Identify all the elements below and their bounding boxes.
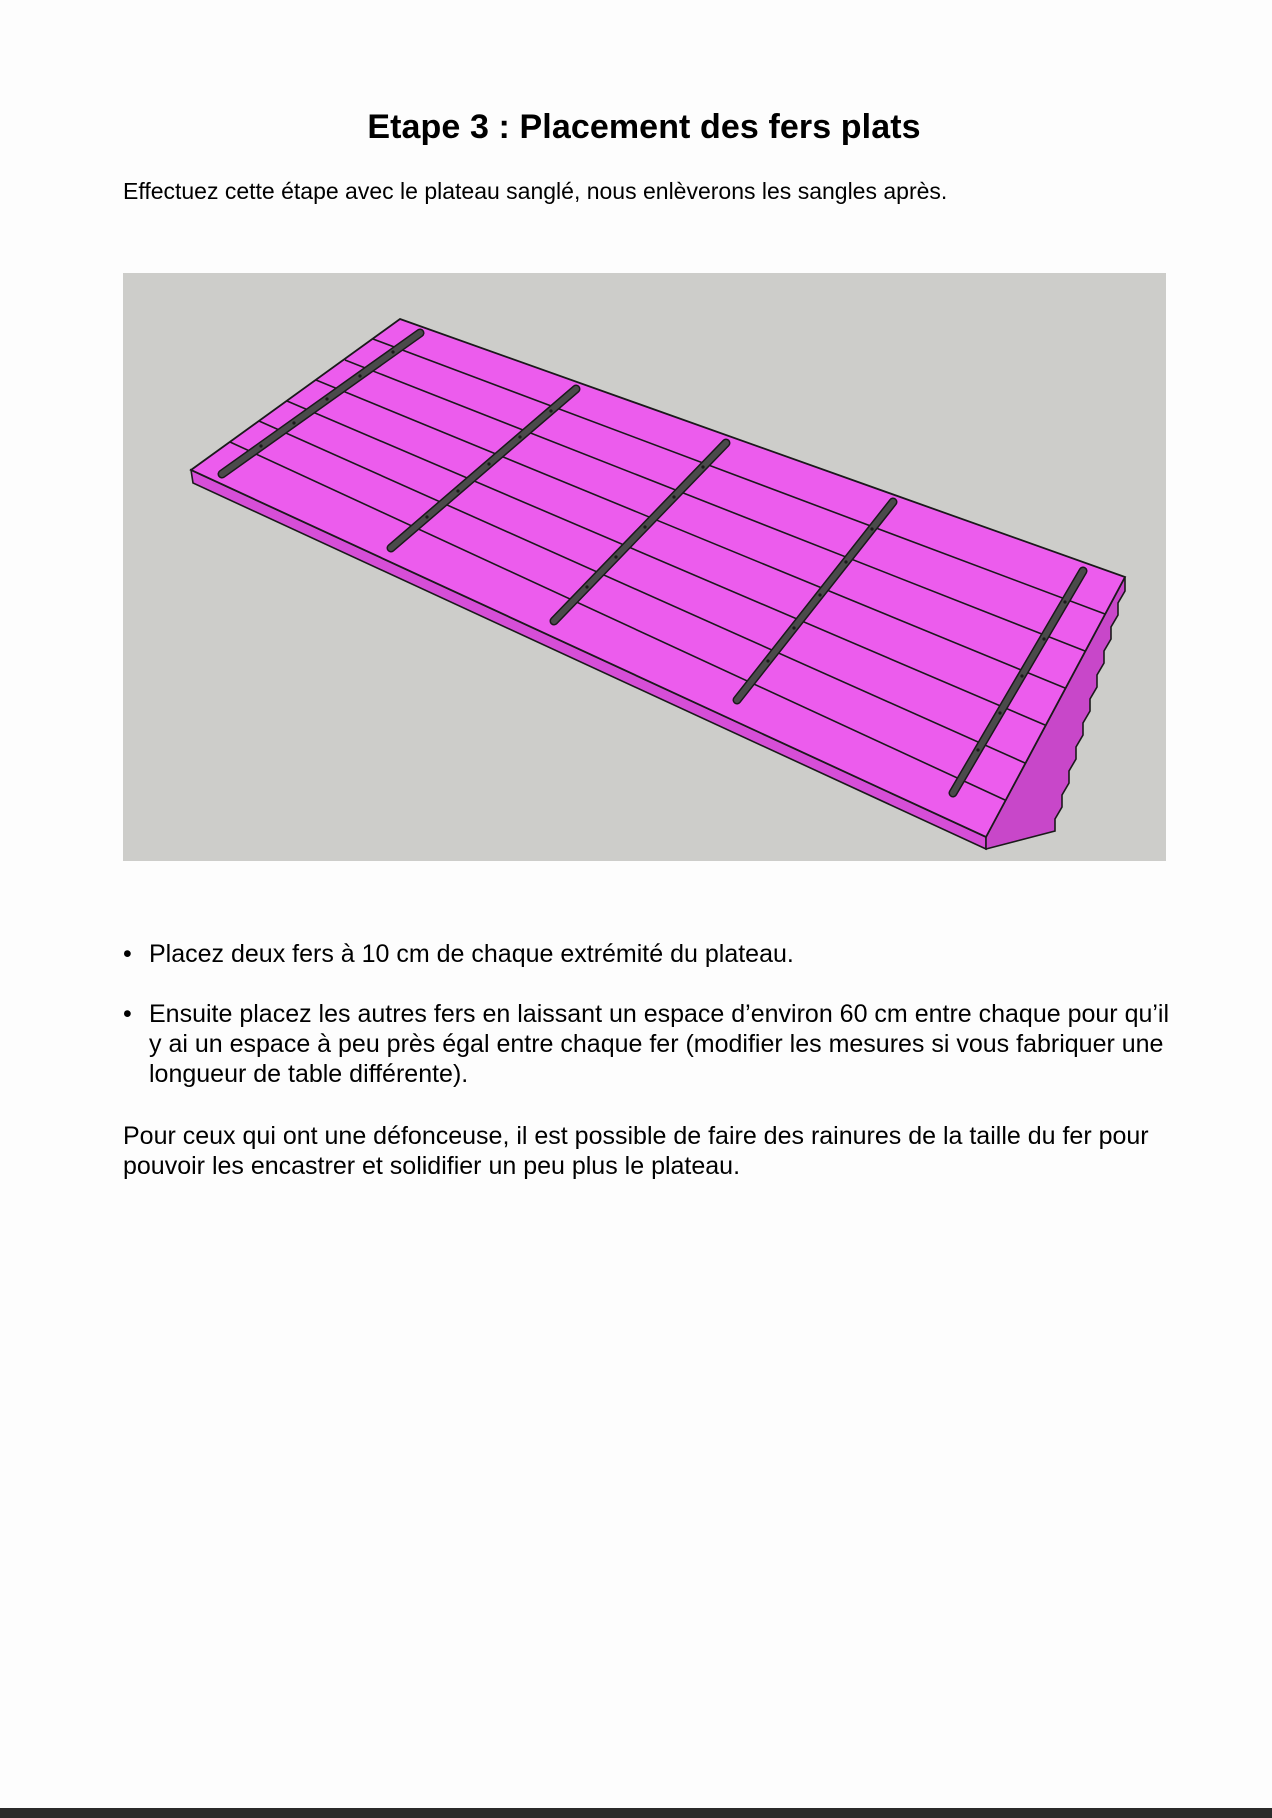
viewer-bottom-bar (0, 1808, 1272, 1818)
instruction-list (123, 939, 1183, 1119)
bullet-marker: • (123, 940, 132, 968)
table-top-drawing (123, 273, 1166, 861)
bullet-marker: • (123, 1000, 132, 1028)
instruction-item (123, 939, 1183, 969)
outro-text: Pour ceux qui ont une défonceuse, il est possible de faire des rainures de la taille du fer pour pouvoir les encastrer et solidifier un peu plus le plateau. (123, 1122, 1149, 1180)
page-title: Etape 3 : Placement des fers plats (367, 108, 921, 146)
intro-text: Effectuez cette étape avec le plateau sanglé, nous enlèverons les sangles après. (123, 178, 948, 204)
table-top-illustration (123, 273, 1166, 861)
instruction-text: Ensuite placez les autres fers en laissant un espace d’environ 60 cm entre chaque pour qu’il y ai un espace à peu près égal entre chaque fer (modifier les mesures si vous fabriquer une longueur de table différente). (149, 1000, 1170, 1088)
instruction-text: Placez deux fers à 10 cm de chaque extrémité du plateau. (149, 940, 794, 968)
instruction-item (123, 999, 1183, 1089)
